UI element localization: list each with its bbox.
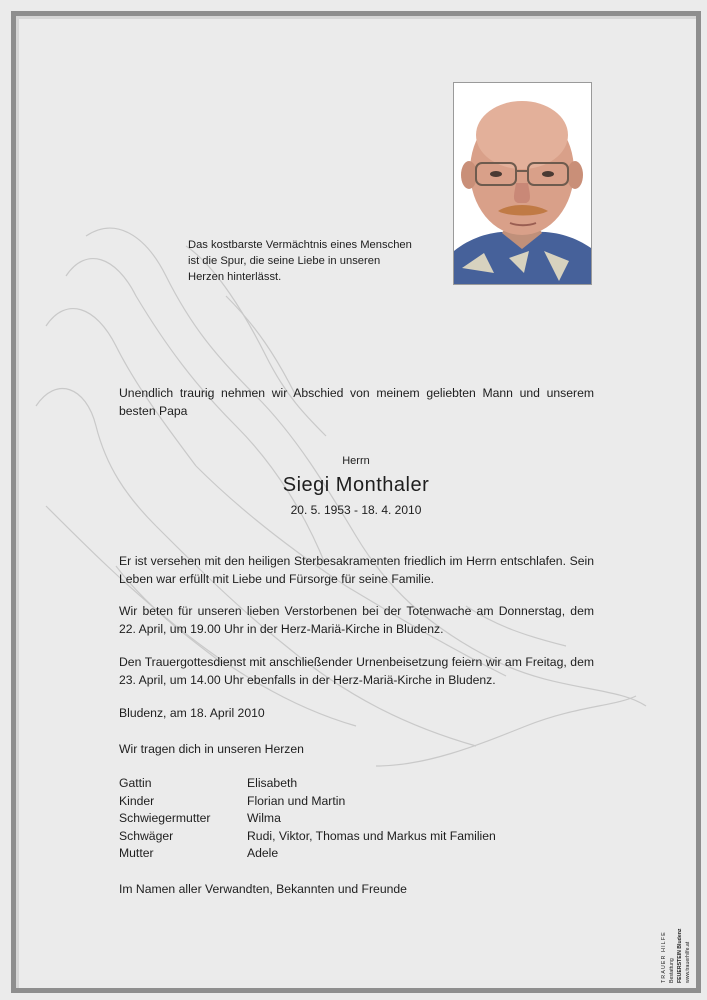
quote-line: Das kostbarste Vermächtnis eines Menschen bbox=[188, 239, 412, 251]
family-names: Elisabeth bbox=[247, 776, 298, 790]
wake-paragraph: Wir beten für unseren lieben Verstorbenen bei der Totenwache am Donnerstag, dem 22. April, um 19.00 Uhr in der Herz-Mariä-Kirche in Bludenz. bbox=[119, 604, 594, 636]
family-role: Gattin bbox=[119, 776, 152, 790]
quote-line: ist die Spur, die seine Liebe in unseren bbox=[188, 255, 381, 267]
logo-website: www.trauerhilfe.at bbox=[685, 941, 691, 983]
family-row bbox=[119, 793, 496, 811]
place-date: Bludenz, am 18. April 2010 bbox=[119, 706, 265, 720]
family-names: Florian und Martin bbox=[247, 793, 346, 808]
memorial-quote bbox=[188, 237, 438, 285]
family-role: Schwiegermutter bbox=[119, 811, 211, 825]
family-row bbox=[119, 810, 496, 828]
family-names: Wilma bbox=[247, 811, 281, 825]
closing-text: Im Namen aller Verwandten, Bekannten und Freunde bbox=[119, 882, 407, 896]
deceased-title: Herrn bbox=[342, 455, 370, 467]
family-names: Rudi, Viktor, Thomas und Markus mit Familien bbox=[247, 828, 496, 843]
logo-company: FEUERSTEIN Bludenz bbox=[677, 928, 683, 983]
logo-sub: Bestattung bbox=[669, 958, 675, 983]
family-role: Schwäger bbox=[119, 828, 174, 843]
carry-in-hearts: Wir tragen dich in unseren Herzen bbox=[119, 742, 304, 756]
sacrament-paragraph: Er ist versehen mit den heiligen Sterbesakramenten friedlich im Herrn entschlafen. Sein Leben war erfüllt mit Liebe und Fürsorge für seine Familie. bbox=[119, 554, 594, 586]
family-list bbox=[119, 775, 496, 863]
intro-text: Unendlich traurig nehmen wir Abschied von meinem geliebten Mann und unserem besten Papa bbox=[119, 386, 594, 418]
family-row bbox=[119, 828, 496, 846]
deceased-dates: 20. 5. 1953 - 18. 4. 2010 bbox=[290, 503, 422, 517]
funeral-paragraph: Den Trauergottesdienst mit anschließender Urnenbeisetzung feiern wir am Freitag, dem 23. April, um 14.00 Uhr ebenfalls in der Herz-Mariä-Kirche in Bludenz. bbox=[119, 655, 594, 687]
portrait-photo bbox=[453, 82, 592, 285]
family-names: Adele bbox=[247, 846, 279, 860]
funeral-home-logo bbox=[660, 878, 694, 983]
quote-line: Herzen hinterlässt. bbox=[188, 271, 282, 283]
logo-brand: TRAUER HILFE bbox=[661, 931, 667, 983]
family-row bbox=[119, 775, 496, 793]
deceased-name: Siegi Monthaler bbox=[282, 474, 430, 496]
family-role: Kinder bbox=[119, 793, 155, 808]
parte-frame bbox=[11, 11, 701, 993]
family-row bbox=[119, 845, 496, 863]
family-role: Mutter bbox=[119, 846, 154, 860]
